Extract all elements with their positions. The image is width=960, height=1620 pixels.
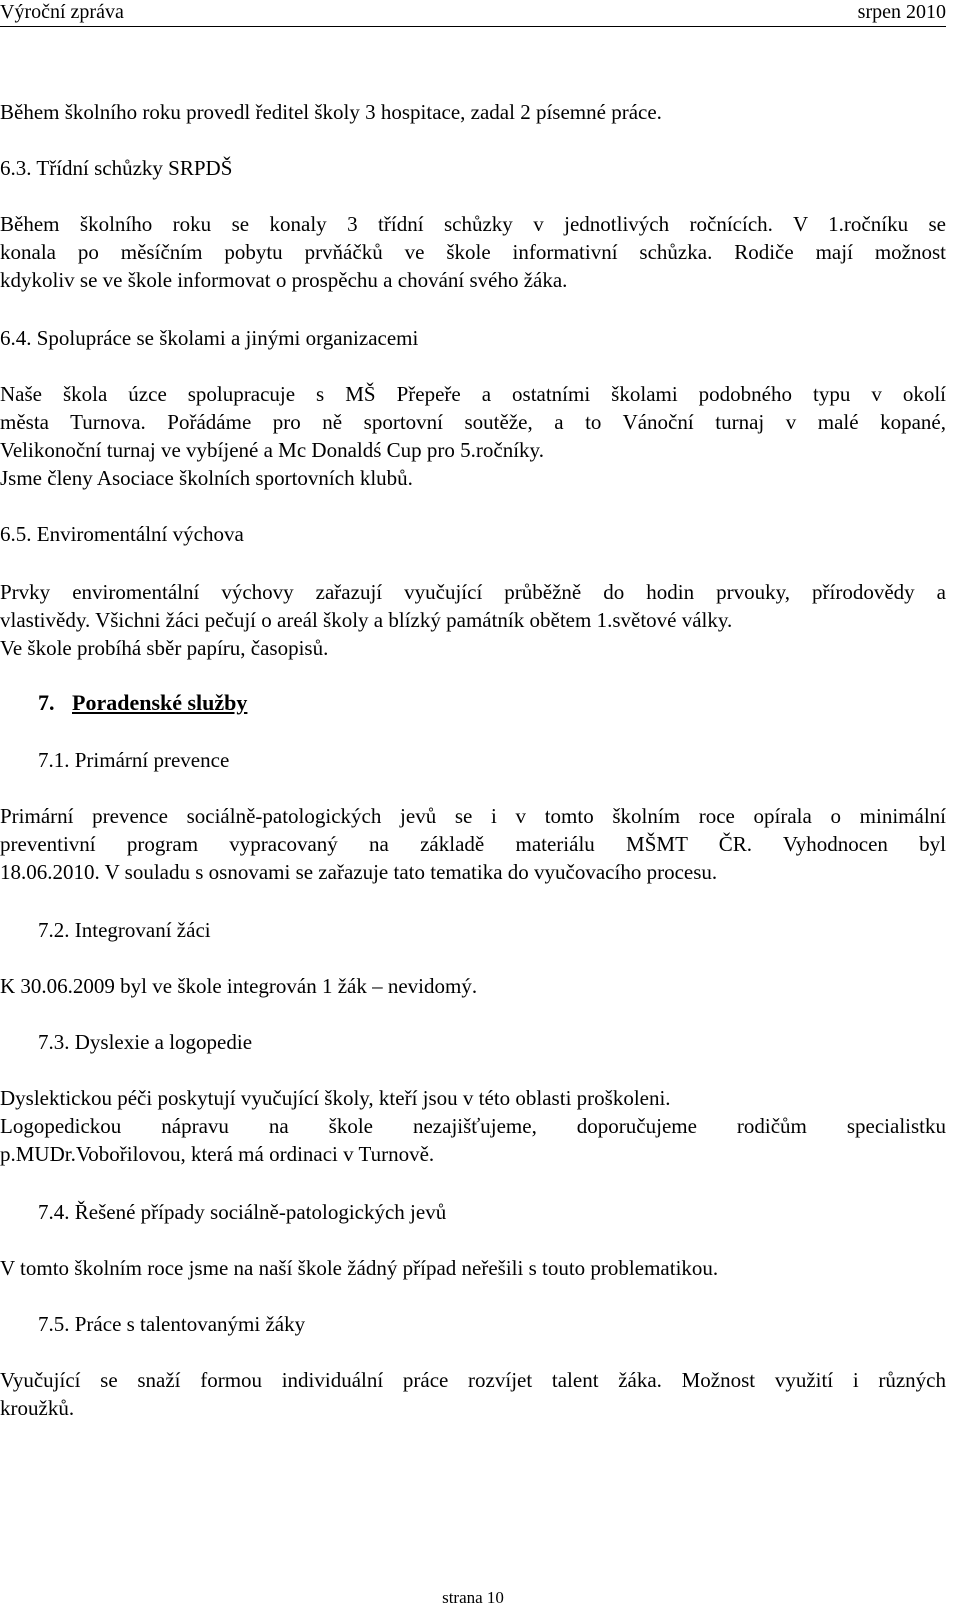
text-line: p.MUDr.Vobořilovou, která má ordinaci v Turnově. <box>0 1142 435 1166</box>
heading-6-5: 6.5. Enviromentální výchova <box>0 522 244 546</box>
text-line: Ve škole probíhá sběr papíru, časopisů. <box>0 636 329 660</box>
heading-6-4: 6.4. Spolupráce se školami a jinými organizacemi <box>0 326 419 350</box>
heading-7-2: 7.2. Integrovaní žáci <box>38 918 211 942</box>
paragraph-inspections <box>0 98 946 126</box>
header-date: srpen 2010 <box>857 1 946 23</box>
text-line: V tomto školním roce jsme na naší škole žádný případ neřešili s touto problematikou. <box>0 1256 719 1280</box>
text-line: K 30.06.2009 byl ve škole integrován 1 žák – nevidomý. <box>0 974 478 998</box>
text-line: Logopedickou nápravu na škole nezajišťujeme, doporučujeme rodičům specialistku <box>0 1114 946 1138</box>
text-line: Jsme členy Asociace školních sportovních klubů. <box>0 466 413 490</box>
heading-7-3: 7.3. Dyslexie a logopedie <box>38 1030 253 1054</box>
heading-7 <box>38 688 247 718</box>
heading-7-1: 7.1. Primární prevence <box>38 748 230 772</box>
text-line: Naše škola úzce spolupracuje s MŠ Přepeře a ostatními školami podobného typu v okolí <box>0 382 946 406</box>
text-line: Vyučující se snaží formou individuální práce rozvíjet talent žáka. Možnost využití i různých <box>0 1368 946 1392</box>
text-line: kroužků. <box>0 1396 75 1420</box>
paragraph-7-1 <box>0 802 946 886</box>
paragraph-6-4 <box>0 380 946 492</box>
text-line: 18.06.2010. V souladu s osnovami se zařazuje tato tematika do vyučovacího procesu. <box>0 860 718 884</box>
page-header <box>0 0 946 27</box>
paragraph-7-4 <box>0 1254 946 1282</box>
page-number: strana 10 <box>442 1588 504 1607</box>
heading-7-title: Poradenské služby <box>72 690 248 715</box>
paragraph-7-2 <box>0 972 946 1000</box>
heading-7-5: 7.5. Práce s talentovanými žáky <box>38 1312 306 1336</box>
text-line: Primární prevence sociálně-patologických jevů se i v tomto školním roce opírala o minimální <box>0 804 946 828</box>
text-line: Během školního roku se konaly 3 třídní schůzky v jednotlivých ročnících. V 1.ročníku se <box>0 212 946 236</box>
heading-7-4: 7.4. Řešené případy sociálně-patologických jevů <box>38 1200 447 1224</box>
header-title: Výroční zpráva <box>0 1 124 23</box>
text-line: preventivní program vypracovaný na základě materiálu MŠMT ČR. Vyhodnocen byl <box>0 832 946 856</box>
text-line: kdykoliv se ve škole informovat o prospěchu a chování svého žáka. <box>0 268 568 292</box>
paragraph-7-5 <box>0 1366 946 1422</box>
paragraph-6-5 <box>0 578 946 662</box>
paragraph-7-3 <box>0 1084 946 1168</box>
text-line: Dyslektickou péči poskytují vyučující školy, kteří jsou v této oblasti proškoleni. <box>0 1086 671 1110</box>
text-line: vlastivědy. Všichni žáci pečují o areál školy a blízký památník obětem 1.světové války. <box>0 608 733 632</box>
heading-7-number: 7. <box>38 690 55 715</box>
text-line: konala po měsíčním pobytu prvňáčků ve škole informativní schůzka. Rodiče mají možnost <box>0 240 946 264</box>
heading-6-3: 6.3. Třídní schůzky SRPDŠ <box>0 156 233 180</box>
text-line: Prvky enviromentální výchovy zařazují vyučující průběžně do hodin prvouky, přírodovědy a <box>0 580 946 604</box>
text-line: Během školního roku provedl ředitel školy 3 hospitace, zadal 2 písemné práce. <box>0 100 662 124</box>
text-line: města Turnova. Pořádáme pro ně sportovní soutěže, a to Vánoční turnaj v malé kopané, <box>0 410 946 434</box>
text-line: Velikonoční turnaj ve vybíjené a Mc Donaldś Cup pro 5.ročníky. <box>0 438 544 462</box>
paragraph-6-3 <box>0 210 946 294</box>
